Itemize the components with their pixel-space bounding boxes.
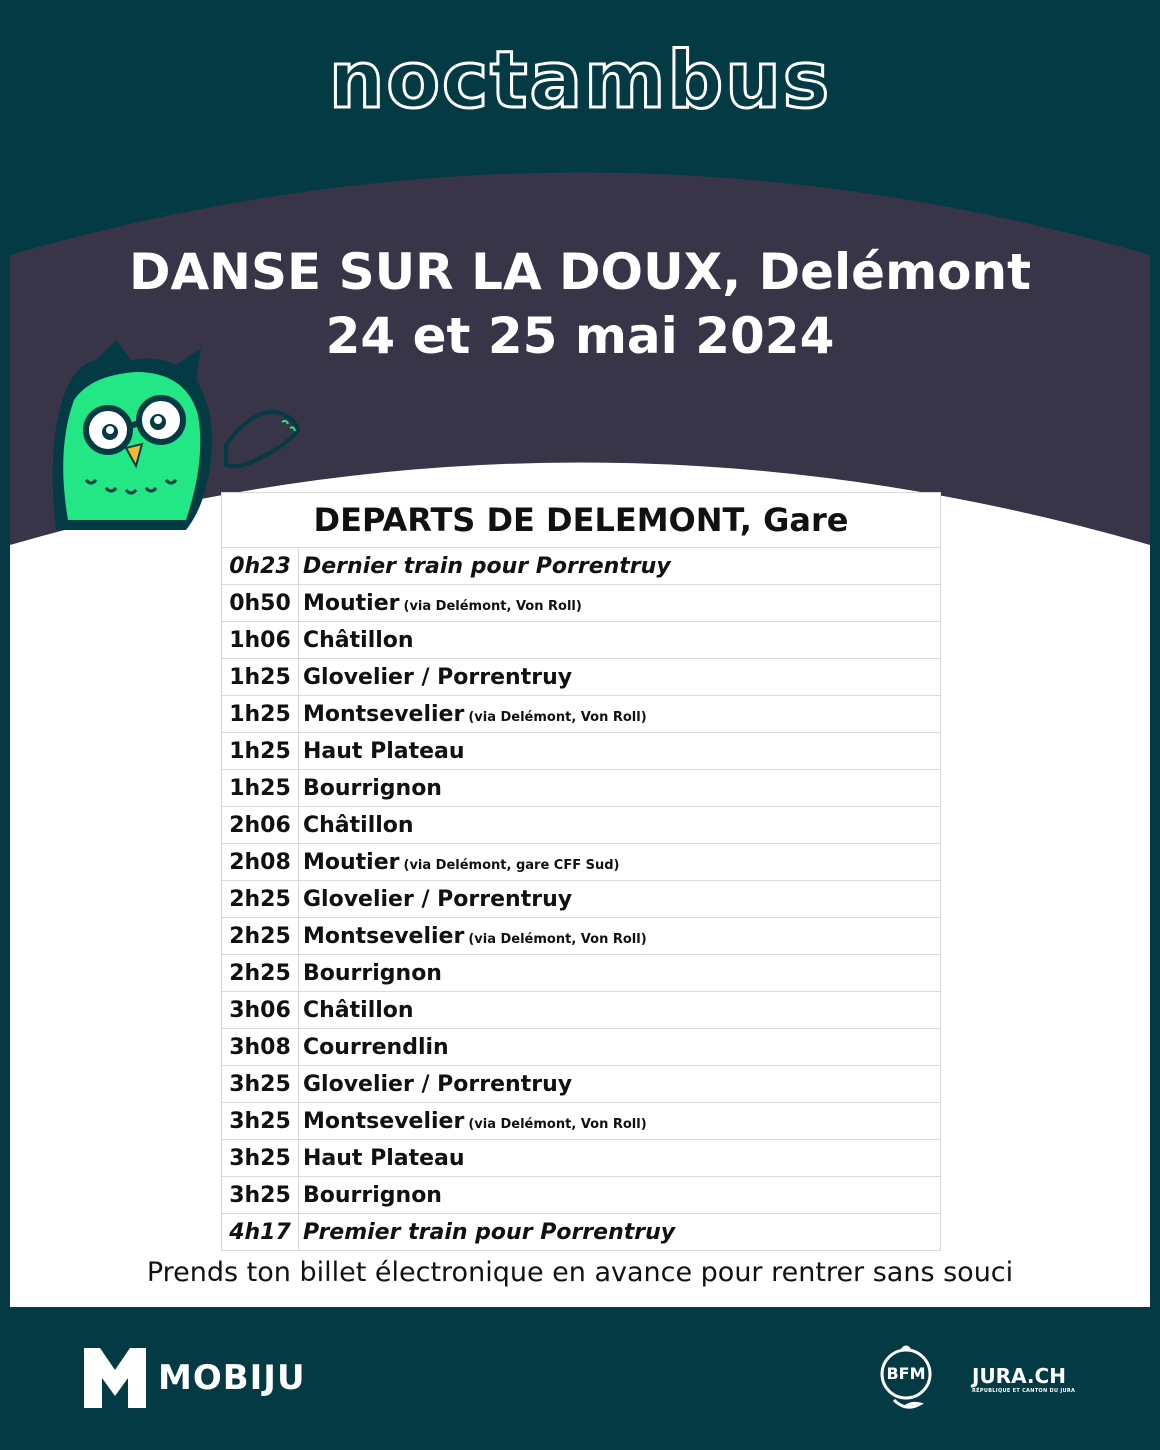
destination-name: Haut Plateau	[303, 1145, 465, 1171]
departure-time: 3h25	[222, 1140, 299, 1177]
destination-name: Montsevelier	[303, 701, 465, 727]
route-note: (via Delémont, Von Roll)	[468, 1116, 647, 1132]
departure-time: 1h06	[222, 622, 299, 659]
event-dates: 24 et 25 mai 2024	[325, 307, 835, 365]
table-row	[222, 918, 941, 955]
destination-cell	[299, 918, 941, 955]
destination-cell	[299, 585, 941, 622]
destination-name: Bourrignon	[303, 960, 442, 986]
departure-time: 4h17	[222, 1214, 299, 1251]
departure-time: 2h25	[222, 881, 299, 918]
destination-cell	[299, 1029, 941, 1066]
mobiju-wordmark: MOBIJU	[158, 1358, 306, 1398]
destination-cell	[299, 844, 941, 881]
mobiju-m-icon	[84, 1348, 146, 1408]
departure-time: 3h25	[222, 1177, 299, 1214]
table-row	[222, 733, 941, 770]
bfm-logo	[876, 1342, 936, 1414]
destination-cell	[299, 622, 941, 659]
destination-cell	[299, 733, 941, 770]
destination-cell	[299, 696, 941, 733]
destination-name: Châtillon	[303, 812, 414, 838]
table-heading-row	[222, 493, 941, 548]
destination-cell	[299, 1214, 941, 1251]
destination-name: Montsevelier	[303, 923, 465, 949]
destination-name: Moutier	[303, 590, 400, 616]
jura-wordmark: JURA.CH	[972, 1364, 1066, 1388]
destination-cell	[299, 770, 941, 807]
mobiju-logo	[84, 1348, 306, 1408]
destination-cell	[299, 1103, 941, 1140]
departure-time: 0h50	[222, 585, 299, 622]
destination-cell	[299, 955, 941, 992]
destination-cell	[299, 807, 941, 844]
departure-time: 3h25	[222, 1103, 299, 1140]
destination-cell	[299, 881, 941, 918]
destination-name: Bourrignon	[303, 775, 442, 801]
destination-cell	[299, 992, 941, 1029]
table-row	[222, 1177, 941, 1214]
departure-time: 0h23	[222, 548, 299, 585]
table-row	[222, 1140, 941, 1177]
ticket-advice: Prends ton billet électronique en avance pour rentrer sans souci	[146, 1257, 1014, 1288]
noctambus-logo: noctambus	[328, 36, 832, 126]
destination-name: Premier train pour Porrentruy	[303, 1219, 676, 1245]
departure-time: 3h06	[222, 992, 299, 1029]
table-row	[222, 992, 941, 1029]
destination-name: Courrendlin	[303, 1034, 449, 1060]
table-row	[222, 1029, 941, 1066]
table-row	[222, 1214, 941, 1251]
destination-name: Glovelier / Porrentruy	[303, 886, 573, 912]
route-note: (via Delémont, Von Roll)	[403, 598, 582, 614]
destination-name: Moutier	[303, 849, 400, 875]
destination-cell	[299, 1177, 941, 1214]
departure-time: 3h08	[222, 1029, 299, 1066]
destination-name: Châtillon	[303, 997, 414, 1023]
route-note: (via Delémont, Von Roll)	[468, 709, 647, 725]
table-row	[222, 622, 941, 659]
destination-cell	[299, 659, 941, 696]
destination-name: Dernier train pour Porrentruy	[303, 553, 671, 579]
destination-cell	[299, 1140, 941, 1177]
departure-time: 1h25	[222, 696, 299, 733]
bfm-text: BFM	[886, 1364, 926, 1383]
table-row	[222, 1103, 941, 1140]
jura-subtitle: RÉPUBLIQUE ET CANTON DU JURA	[972, 1388, 1076, 1394]
destination-name: Montsevelier	[303, 1108, 465, 1134]
event-title: DANSE SUR LA DOUX, Delémont	[128, 243, 1032, 301]
departure-time: 2h06	[222, 807, 299, 844]
destination-cell	[299, 548, 941, 585]
destination-name: Haut Plateau	[303, 738, 465, 764]
table-row	[222, 844, 941, 881]
table-row	[222, 696, 941, 733]
table-row	[222, 955, 941, 992]
destination-name: Glovelier / Porrentruy	[303, 664, 573, 690]
route-note: (via Delémont, Von Roll)	[468, 931, 647, 947]
destination-name: Glovelier / Porrentruy	[303, 1071, 573, 1097]
departure-time: 2h25	[222, 955, 299, 992]
departure-rows	[222, 548, 941, 1251]
table-row	[222, 807, 941, 844]
departure-time: 2h08	[222, 844, 299, 881]
table-row	[222, 1066, 941, 1103]
destination-name: Bourrignon	[303, 1182, 442, 1208]
departures-heading: DEPARTS DE DELEMONT, Gare	[222, 493, 941, 548]
destination-name: Châtillon	[303, 627, 414, 653]
table-row	[222, 548, 941, 585]
departure-time: 3h25	[222, 1066, 299, 1103]
table-row	[222, 585, 941, 622]
table-row	[222, 770, 941, 807]
departure-time: 1h25	[222, 770, 299, 807]
departure-time: 1h25	[222, 733, 299, 770]
table-row	[222, 881, 941, 918]
departure-time: 2h25	[222, 918, 299, 955]
route-note: (via Delémont, gare CFF Sud)	[403, 857, 620, 873]
departure-time: 1h25	[222, 659, 299, 696]
destination-cell	[299, 1066, 941, 1103]
table-row	[222, 659, 941, 696]
departure-table	[221, 492, 941, 1251]
jura-logo	[972, 1364, 1075, 1394]
